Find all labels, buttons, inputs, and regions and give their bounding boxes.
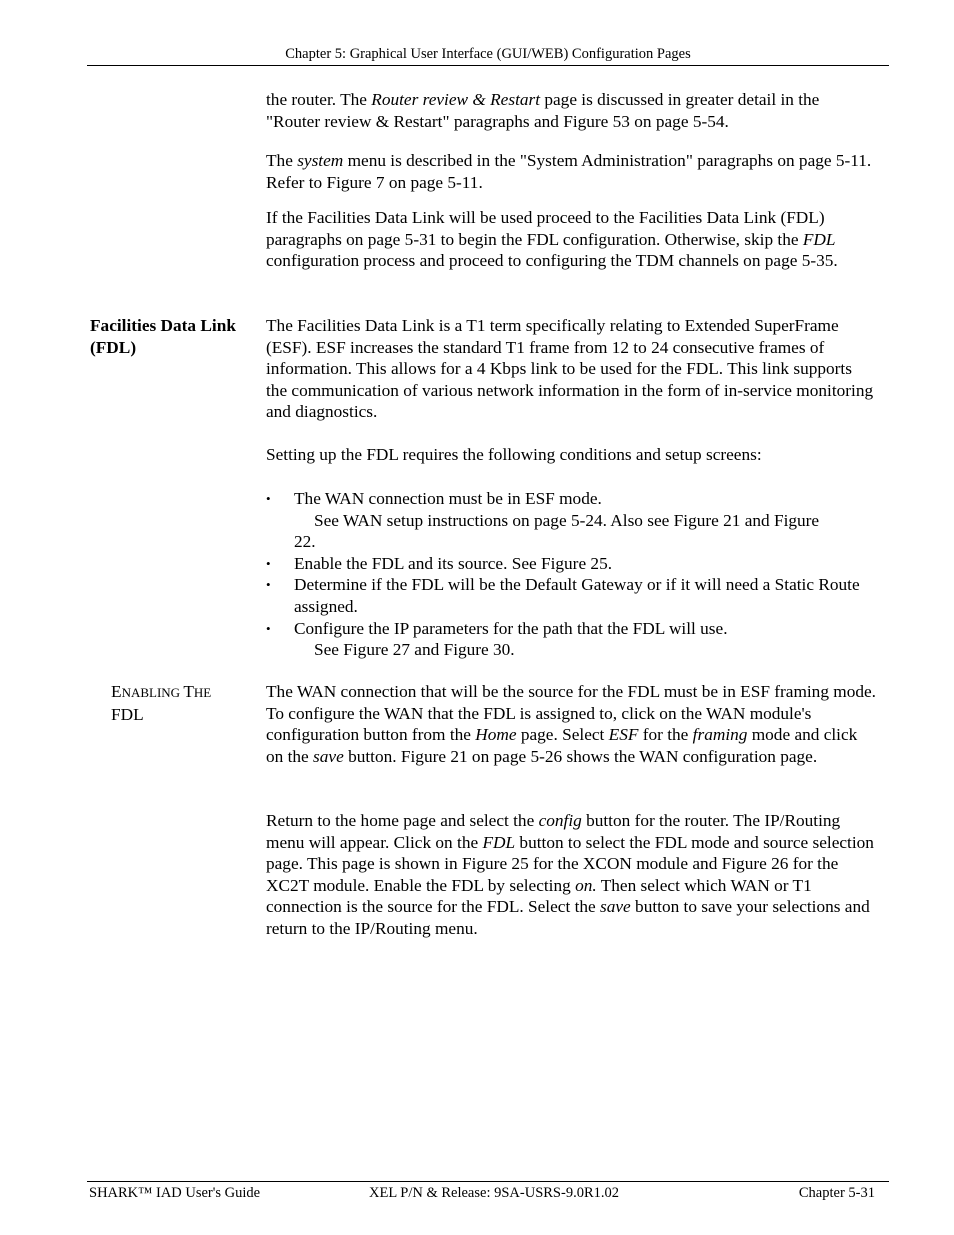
text-run: button for the router. The IP/Routing menu will appear. Click on the (266, 811, 841, 852)
page-footer (87, 1181, 889, 1206)
running-title: Chapter 5: Graphical User Interface (GUI/WEB) Configuration Pages (285, 46, 691, 62)
emphasis: FDL (482, 832, 516, 852)
heading-cap: T (183, 682, 194, 701)
footer-part-number: XEL P/N & Release: 9SA-USRS-9.0R1.02 (369, 1185, 619, 1201)
text-run: page. Select (516, 725, 609, 745)
list-item-subtext: See WAN setup instructions on page 5-24. Also see Figure 21 and Figure (314, 510, 820, 530)
list-item-text: Enable the FDL and its source. See Figure 25. (294, 553, 613, 573)
fdl-paragraph-2: Setting up the FDL requires the following conditions and setup screens: (266, 445, 762, 464)
bullet-glyph: • (266, 577, 271, 593)
emphasis: Home (475, 725, 517, 745)
text-run: button. Figure 21 on page 5-26 shows the WAN configuration page. (343, 746, 818, 766)
list-item (266, 553, 878, 575)
text-run: The (266, 151, 298, 170)
fdl-section-heading: Facilities Data Link (FDL) (90, 316, 236, 357)
fdl-requirements-list (266, 488, 878, 661)
list-item (266, 574, 878, 617)
text-run: If the Facilities Data Link will be used proceed to the Facilities Data Link (FDL) paragraphs on page 5-31 to begin the FDL configuration. Otherwise, skip the (266, 208, 825, 249)
text-run: mode and click on the (266, 725, 858, 766)
list-item-continuation: 22. (294, 532, 316, 552)
footer-guide-title: SHARK™ IAD User's Guide (89, 1185, 261, 1201)
enabling-paragraph-1 (266, 681, 876, 767)
text-run: Return to the home page and select the (266, 811, 539, 830)
text-run: configuration process and proceed to configuring the TDM channels on page 5-35. (266, 251, 838, 271)
intro-paragraph-1 (266, 89, 876, 132)
intro-paragraph-2 (266, 150, 876, 193)
heading-small-caps: NABLING (121, 685, 184, 700)
fdl-paragraph-1: The Facilities Data Link is a T1 term specifically relating to Extended SuperFrame (ESF). ESF increases the standard T1 frame from 12 to 24 consecutive frames of information. This allows for a 4 Kbps link to be used for the FDL. This link supports the communication of various network information in the form of in-service monitoring and diagnostics. (266, 316, 874, 422)
intro-paragraph-3 (266, 207, 876, 272)
list-item-subtext: See Figure 27 and Figure 30. (314, 640, 515, 660)
list-item-text: Determine if the FDL will be the Default Gateway or if it will need a Static Route assigned. (294, 575, 860, 616)
page-header (87, 45, 889, 66)
list-item (266, 618, 878, 661)
emphasis: framing (692, 725, 748, 745)
list-item-text: The WAN connection must be in ESF mode. (294, 489, 602, 508)
list-item-text: Configure the IP parameters for the path that the FDL will use. (294, 618, 728, 638)
heading-line-2: FDL (111, 704, 144, 724)
bullet-glyph: • (266, 491, 271, 506)
emphasis: FDL (802, 229, 836, 249)
text-run: The WAN connection that will be the source for the FDL must be in ESF framing mode. To configure the WAN that the FDL is assigned to, click on the WAN module's configuration button from the (266, 682, 876, 745)
emphasis: on. (575, 875, 597, 895)
heading-cap: E (111, 682, 122, 701)
emphasis: save (600, 897, 631, 917)
bullet-glyph: • (266, 620, 271, 636)
text-run: button to save your selections and return to the IP/Routing menu. (266, 897, 870, 938)
enabling-fdl-heading (111, 681, 261, 725)
heading-small-caps: HE (193, 685, 212, 700)
emphasis: config (538, 811, 582, 830)
bullet-glyph: • (266, 555, 271, 571)
emphasis: ESF (608, 725, 639, 745)
enabling-paragraph-2 (266, 810, 876, 940)
footer-page-number: Chapter 5-31 (798, 1185, 875, 1201)
text-run: the router. The (266, 90, 372, 109)
text-run: Then select which WAN or T1 connection is the source for the FDL. Select the (266, 875, 812, 917)
list-item (266, 488, 878, 553)
emphasis: save (313, 746, 344, 766)
emphasis: Router review & Restart (371, 90, 541, 109)
text-run: menu is described in the "System Administration" paragraphs on page 5-11. Refer to Figure 7 on page 5-11. (266, 151, 872, 192)
text-run: page is discussed in greater detail in the "Router review & Restart" paragraphs and Figure 53 on page 5-54. (266, 90, 820, 131)
text-run: for the (638, 725, 693, 745)
text-run: button to select the FDL mode and source selection page. This page is shown in Figure 25 for the XCON module and Figure 26 for the XC2T module. Enable the FDL by selecting (266, 832, 874, 895)
emphasis: system (297, 151, 344, 170)
